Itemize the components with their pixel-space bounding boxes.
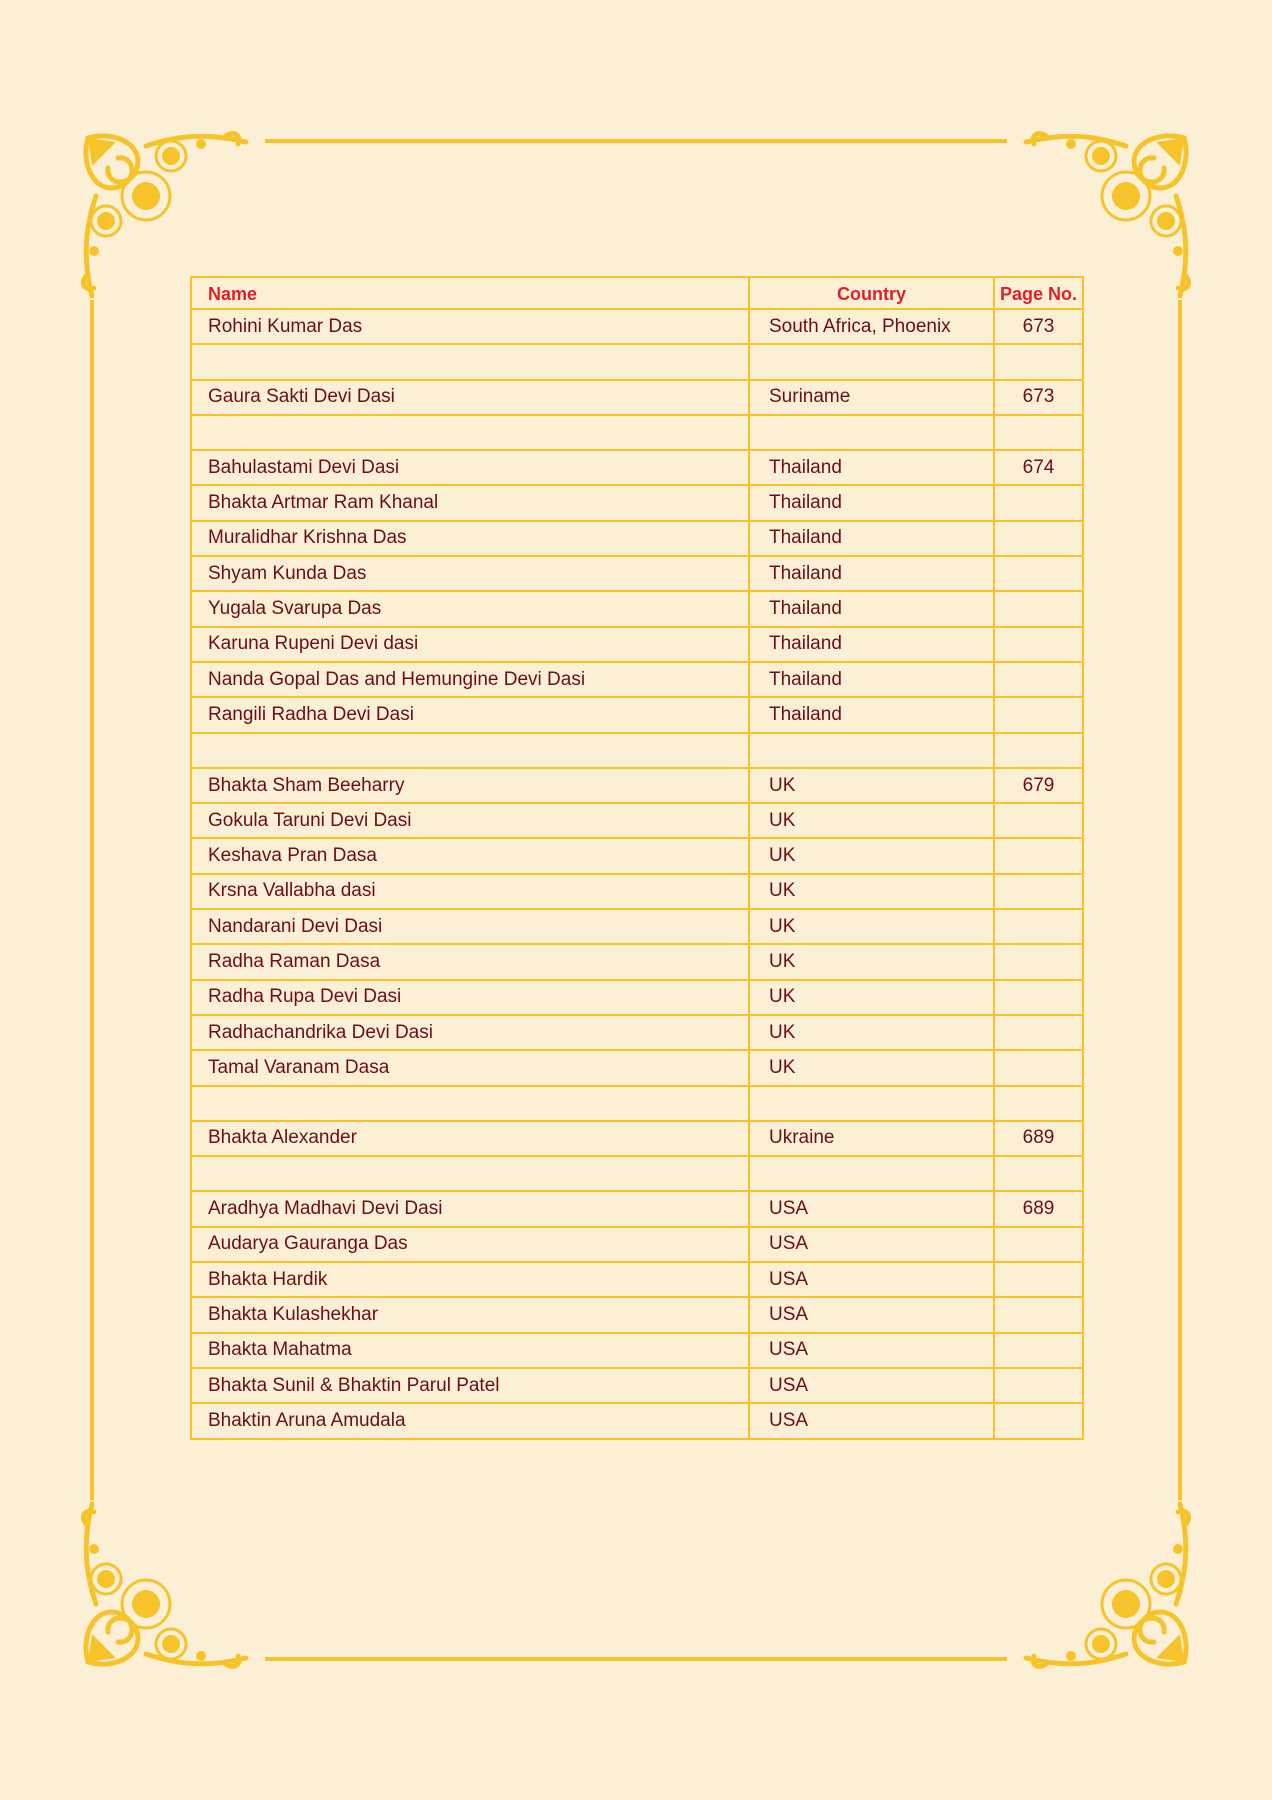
cell-country: Thailand bbox=[749, 450, 994, 485]
cell-name: Rangili Radha Devi Dasi bbox=[191, 697, 749, 732]
table-row bbox=[191, 309, 1083, 344]
cell-country: USA bbox=[749, 1227, 994, 1262]
cell-name: Shyam Kunda Das bbox=[191, 556, 749, 591]
cell-page bbox=[994, 591, 1083, 626]
cell-page bbox=[994, 944, 1083, 979]
cell-name: Bhakta Sham Beeharry bbox=[191, 768, 749, 803]
column-header-name: Name bbox=[191, 277, 749, 309]
cell-country: UK bbox=[749, 909, 994, 944]
cell-name: Radha Raman Dasa bbox=[191, 944, 749, 979]
cell-country: South Africa, Phoenix bbox=[749, 309, 994, 344]
cell-page bbox=[994, 1015, 1083, 1050]
cell-country: USA bbox=[749, 1297, 994, 1332]
cell-name: Radha Rupa Devi Dasi bbox=[191, 980, 749, 1015]
cell-page: 673 bbox=[994, 380, 1083, 415]
table-row bbox=[191, 874, 1083, 909]
table-row bbox=[191, 909, 1083, 944]
table-header-row bbox=[191, 277, 1083, 309]
cell-country bbox=[749, 1156, 994, 1191]
table-row bbox=[191, 980, 1083, 1015]
cell-country: Suriname bbox=[749, 380, 994, 415]
cell-country: USA bbox=[749, 1262, 994, 1297]
cell-page bbox=[994, 415, 1083, 450]
cell-country: Thailand bbox=[749, 697, 994, 732]
table-row bbox=[191, 697, 1083, 732]
cell-name bbox=[191, 415, 749, 450]
table-row bbox=[191, 1191, 1083, 1226]
table-row bbox=[191, 1333, 1083, 1368]
cell-country: Thailand bbox=[749, 556, 994, 591]
cell-page: 679 bbox=[994, 768, 1083, 803]
table-row bbox=[191, 1403, 1083, 1438]
cell-page bbox=[994, 485, 1083, 520]
cell-name: Aradhya Madhavi Devi Dasi bbox=[191, 1191, 749, 1226]
table-row bbox=[191, 768, 1083, 803]
cell-name: Nandarani Devi Dasi bbox=[191, 909, 749, 944]
cell-country: UK bbox=[749, 1015, 994, 1050]
cell-page bbox=[994, 1262, 1083, 1297]
cell-page bbox=[994, 909, 1083, 944]
cell-country: Thailand bbox=[749, 662, 994, 697]
cell-country bbox=[749, 733, 994, 768]
table-row bbox=[191, 344, 1083, 379]
cell-name: Bhakta Sunil & Bhaktin Parul Patel bbox=[191, 1368, 749, 1403]
table-row bbox=[191, 1297, 1083, 1332]
cell-name: Bhakta Hardik bbox=[191, 1262, 749, 1297]
floral-corner-bottom-right-icon bbox=[1006, 1494, 1196, 1674]
cell-name bbox=[191, 733, 749, 768]
table-row bbox=[191, 450, 1083, 485]
cell-page bbox=[994, 1297, 1083, 1332]
table-row bbox=[191, 1086, 1083, 1121]
cell-name: Tamal Varanam Dasa bbox=[191, 1050, 749, 1085]
cell-country: Thailand bbox=[749, 591, 994, 626]
cell-country: Thailand bbox=[749, 627, 994, 662]
table-row bbox=[191, 1050, 1083, 1085]
cell-country: USA bbox=[749, 1403, 994, 1438]
cell-country: UK bbox=[749, 874, 994, 909]
cell-name: Radhachandrika Devi Dasi bbox=[191, 1015, 749, 1050]
table-row bbox=[191, 415, 1083, 450]
cell-page bbox=[994, 1156, 1083, 1191]
cell-country: Thailand bbox=[749, 521, 994, 556]
cell-country: UK bbox=[749, 768, 994, 803]
column-header-page: Page No. bbox=[994, 277, 1083, 309]
cell-country: UK bbox=[749, 980, 994, 1015]
cell-page bbox=[994, 1368, 1083, 1403]
donor-table bbox=[190, 276, 1084, 1440]
cell-name: Bhakta Kulashekhar bbox=[191, 1297, 749, 1332]
frame-line-bottom bbox=[265, 1657, 1007, 1661]
cell-country: UK bbox=[749, 1050, 994, 1085]
cell-name bbox=[191, 1156, 749, 1191]
cell-name: Bahulastami Devi Dasi bbox=[191, 450, 749, 485]
cell-name: Audarya Gauranga Das bbox=[191, 1227, 749, 1262]
cell-country: USA bbox=[749, 1333, 994, 1368]
cell-name: Yugala Svarupa Das bbox=[191, 591, 749, 626]
cell-country: Ukraine bbox=[749, 1121, 994, 1156]
table-row bbox=[191, 1227, 1083, 1262]
cell-page bbox=[994, 662, 1083, 697]
table-row bbox=[191, 521, 1083, 556]
cell-page bbox=[994, 838, 1083, 873]
table-row bbox=[191, 662, 1083, 697]
cell-page bbox=[994, 521, 1083, 556]
cell-page bbox=[994, 1050, 1083, 1085]
cell-page bbox=[994, 733, 1083, 768]
cell-page bbox=[994, 344, 1083, 379]
column-header-country: Country bbox=[749, 277, 994, 309]
table-row bbox=[191, 803, 1083, 838]
cell-page bbox=[994, 627, 1083, 662]
cell-page bbox=[994, 1333, 1083, 1368]
table-row bbox=[191, 1121, 1083, 1156]
cell-page bbox=[994, 697, 1083, 732]
cell-country: UK bbox=[749, 838, 994, 873]
cell-page bbox=[994, 803, 1083, 838]
cell-name: Krsna Vallabha dasi bbox=[191, 874, 749, 909]
cell-name: Bhakta Alexander bbox=[191, 1121, 749, 1156]
cell-country: USA bbox=[749, 1368, 994, 1403]
cell-page bbox=[994, 1403, 1083, 1438]
floral-corner-bottom-left-icon bbox=[76, 1494, 266, 1674]
cell-page bbox=[994, 874, 1083, 909]
cell-name: Karuna Rupeni Devi dasi bbox=[191, 627, 749, 662]
table-row bbox=[191, 627, 1083, 662]
cell-name: Keshava Pran Dasa bbox=[191, 838, 749, 873]
cell-name: Gaura Sakti Devi Dasi bbox=[191, 380, 749, 415]
cell-name: Nanda Gopal Das and Hemungine Devi Dasi bbox=[191, 662, 749, 697]
cell-country: UK bbox=[749, 944, 994, 979]
cell-page bbox=[994, 1086, 1083, 1121]
cell-country bbox=[749, 415, 994, 450]
table-row bbox=[191, 838, 1083, 873]
cell-name: Muralidhar Krishna Das bbox=[191, 521, 749, 556]
cell-name: Gokula Taruni Devi Dasi bbox=[191, 803, 749, 838]
table-row bbox=[191, 733, 1083, 768]
cell-page bbox=[994, 980, 1083, 1015]
cell-country: USA bbox=[749, 1191, 994, 1226]
table-row bbox=[191, 591, 1083, 626]
cell-name: Bhakta Artmar Ram Khanal bbox=[191, 485, 749, 520]
table-row bbox=[191, 1368, 1083, 1403]
cell-name bbox=[191, 344, 749, 379]
cell-name: Rohini Kumar Das bbox=[191, 309, 749, 344]
table-body bbox=[191, 309, 1083, 1439]
frame-line-right bbox=[1178, 300, 1182, 1500]
cell-page: 689 bbox=[994, 1191, 1083, 1226]
cell-page bbox=[994, 1227, 1083, 1262]
cell-page bbox=[994, 556, 1083, 591]
cell-name: Bhaktin Aruna Amudala bbox=[191, 1403, 749, 1438]
table-row bbox=[191, 1156, 1083, 1191]
cell-page: 674 bbox=[994, 450, 1083, 485]
cell-country: Thailand bbox=[749, 485, 994, 520]
cell-country: UK bbox=[749, 803, 994, 838]
frame-line-top bbox=[265, 139, 1007, 143]
table-row bbox=[191, 556, 1083, 591]
cell-name bbox=[191, 1086, 749, 1121]
table-row bbox=[191, 485, 1083, 520]
cell-country bbox=[749, 1086, 994, 1121]
cell-country bbox=[749, 344, 994, 379]
frame-line-left bbox=[90, 300, 94, 1500]
cell-page: 689 bbox=[994, 1121, 1083, 1156]
table-row bbox=[191, 1262, 1083, 1297]
cell-page: 673 bbox=[994, 309, 1083, 344]
cell-name: Bhakta Mahatma bbox=[191, 1333, 749, 1368]
table-row bbox=[191, 380, 1083, 415]
table-row bbox=[191, 944, 1083, 979]
table-row bbox=[191, 1015, 1083, 1050]
